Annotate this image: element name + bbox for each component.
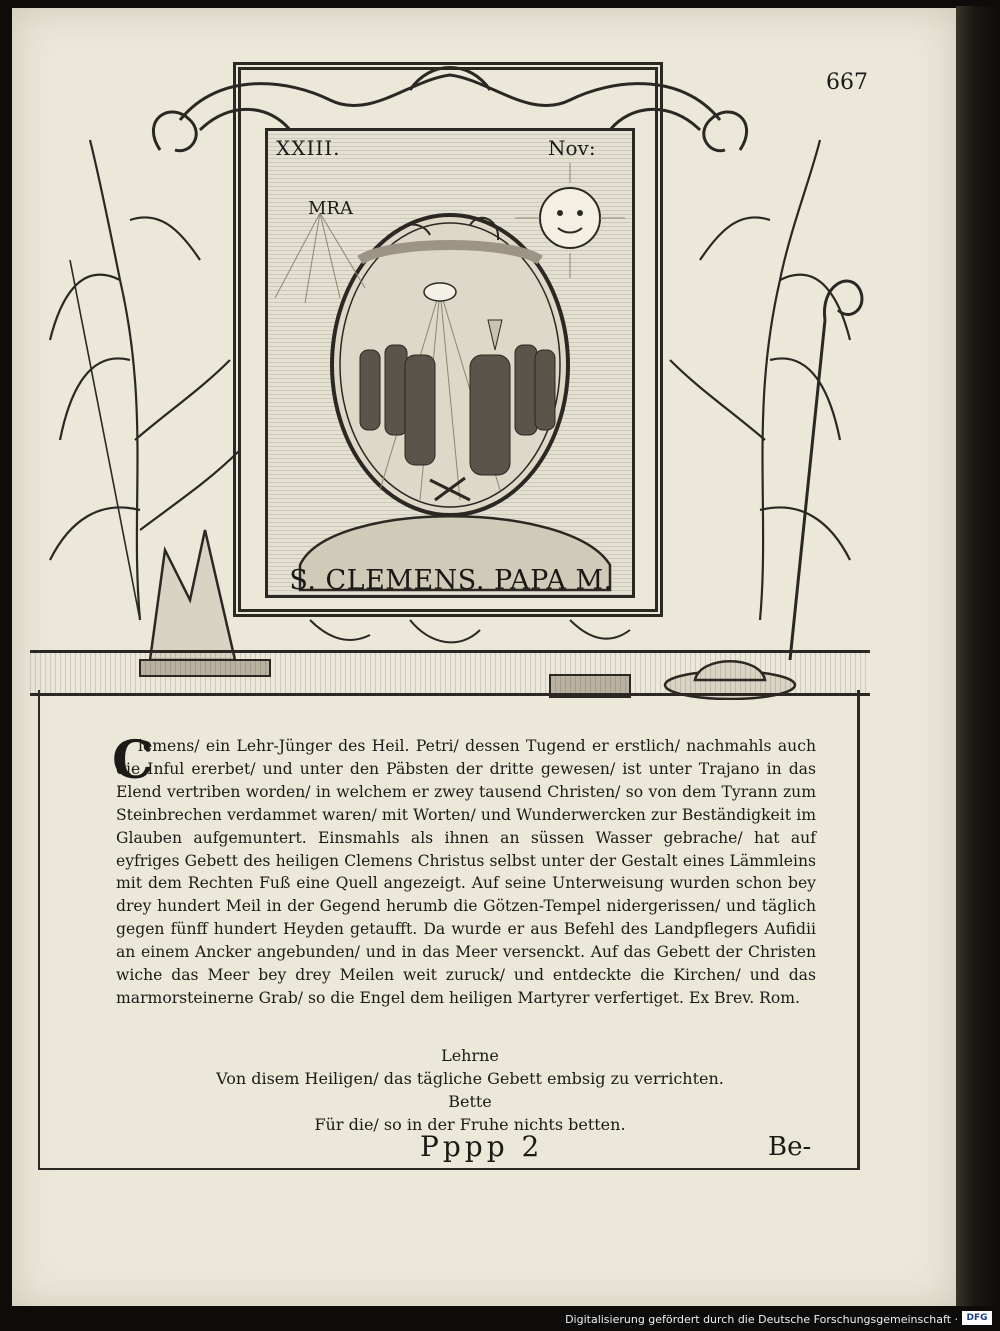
- feast-day: XXIII.: [276, 136, 341, 160]
- dfg-logo-icon: DFG: [962, 1311, 992, 1325]
- page-number: 667: [826, 70, 868, 95]
- engraving-caption: S. CLEMENS. PAPA M.: [289, 565, 613, 596]
- saint-biography-paragraph: [116, 735, 816, 1010]
- mitre-icon: [150, 530, 235, 660]
- lehrne-line: Von disem Heiligen/ das tägliche Gebett embsig zu verrichten.: [216, 1069, 724, 1088]
- bette-line: Für die/ so in der Fruhe nichts betten.: [314, 1115, 626, 1134]
- drop-cap: C: [112, 730, 154, 791]
- crozier-icon: [790, 281, 862, 660]
- right-plant-decoration: [670, 140, 850, 620]
- paragraph-text: lemens/ ein Lehr-Jünger des Heil. Petri/ dessen Tugend er erstlich/ nachmahls auch die Inful ererbet/ und unter den Päbsten der dritte gewesen/ ist unter Trajano in das Elend vertriben worden/ in welchem er zwey tausend Christen/ so von dem Tyrann zum Steinbrechen verdammet waren/ mit Worten/ und Wunderwercken zur Beständigkeit im Glauben aufgemuntert. Einsmahls als ihnen an süssen Wasser gebrache/ hat auf eyfriges Gebett des heiligen Clemens Christus selbst unter der Gestalt eines Lämmleins mit dem Rechten Fuß eine Quell angezeigt. Auf seine Unterweisung wurden schon bey drey hundert Meil in der Gegend herumb die Götzen-Tempel nidergerissen/ und täglich gegen fünff hundert Heyden getaufft. Da wurde er aus Befehl des Landpflegers Aufidii an einem Ancker angebunden/ und in das Meer versenckt. Auf das Gebett der Christen wiche das Meer bey drey Meilen weit zuruck/ und entdeckte die Kirchen/ und das marmorsteinerne Grab/ so die Engel dem heiligen Martyrer verfertiget. Ex Brev. Rom.: [116, 737, 816, 1007]
- left-plant-decoration: [50, 140, 240, 620]
- lehrne-heading: Lehrne: [441, 1046, 499, 1065]
- bette-heading: Bette: [448, 1092, 492, 1111]
- feast-month: Nov:: [548, 136, 596, 160]
- page-edge-shadow: [956, 6, 1000, 1306]
- printer-signature: Pppp 2: [420, 1130, 544, 1163]
- marian-monogram: MRA: [308, 198, 353, 219]
- catchword: Be-: [768, 1132, 812, 1162]
- footer-credit: Digitalisierung gefördert durch die Deutsche Forschungsgemeinschaft ·: [565, 1313, 958, 1326]
